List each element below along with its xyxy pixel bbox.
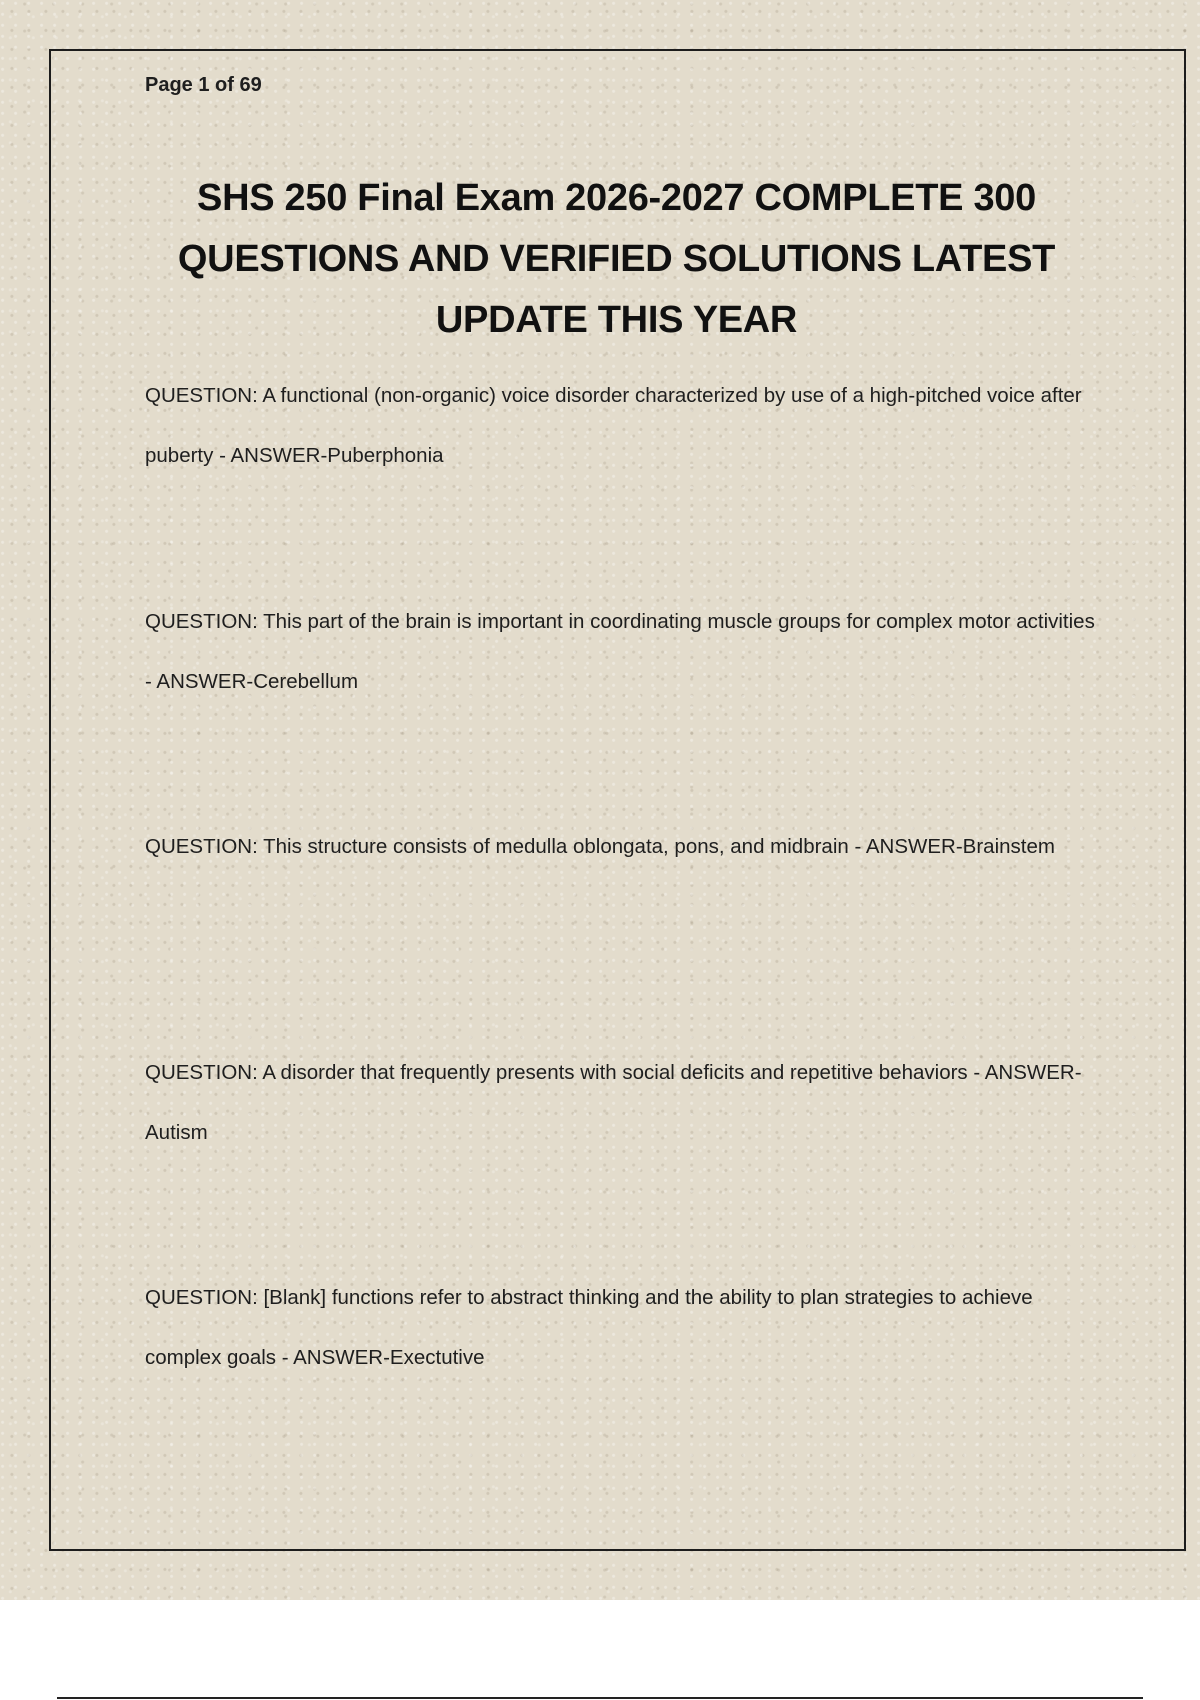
- document-title: SHS 250 Final Exam 2026-2027 COMPLETE 300 QUESTIONS AND VERIFIED SOLUTIONS LATEST UPDATE THIS YEAR: [177, 177, 1056, 341]
- question-item: QUESTION: A functional (non-organic) voice disorder characterized by use of a high-pitched voice after puberty - ANSWER-Puberphonia: [145, 384, 1082, 467]
- question-item: QUESTION: A disorder that frequently presents with social deficits and repetitive behaviors - ANSWER-Autism: [145, 1060, 1082, 1144]
- page-number: Page 1 of 69: [145, 74, 262, 96]
- question-item: QUESTION: This structure consists of medulla oblongata, pons, and midbrain - ANSWER-Brainstem: [145, 835, 1055, 858]
- question-list: [145, 366, 1105, 1494]
- footer-divider: [57, 1697, 1143, 1699]
- question-item: QUESTION: This part of the brain is important in coordinating muscle groups for complex motor activities - ANSWER-Cerebellum: [145, 609, 1095, 693]
- question-item: QUESTION: [Blank] functions refer to abstract thinking and the ability to plan strategies to achieve complex goals - ANSWER-Exectutive: [145, 1286, 1033, 1369]
